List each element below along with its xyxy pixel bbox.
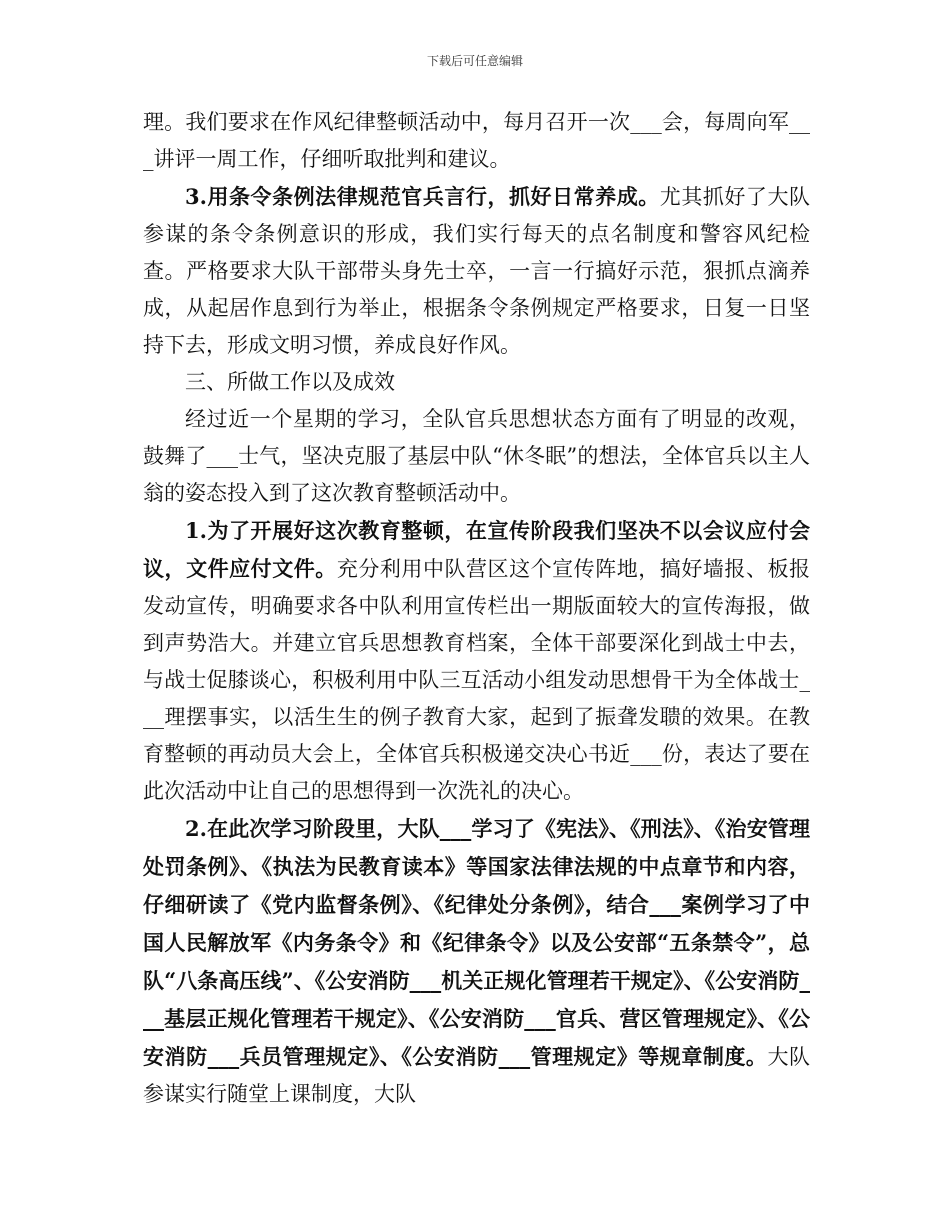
paragraph-text: 经过近一个星期的学习，全队官兵思想状态方面有了明显的改观，鼓舞了___士气，坚决克服了基层中队“休冬眠”的想法，全体官兵以主人翁的姿态投入到了这次教育整顿活动中。 xyxy=(143,407,810,505)
paragraph-text: 理。我们要求在作风纪律整顿活动中，每月召开一次___会，每周向军___讲评一周工作，仔细听取批判和建议。 xyxy=(143,110,810,171)
paragraph-lead: 1.为了开展好这次教育整顿，在宣传阶段我们坚决不以会议应付会议，文件应付文件。 xyxy=(143,518,810,581)
paragraph-lead: 2.在此次学习阶段里，大队___学习了《宪法》、《刑法》、《治安管理处罚条例》、《执法为民教育读本》等国家法律法规的中点章节和内容，仔细研读了《党内监督条例》、《纪律处分条例》，结合___案例学习了中国人民解放军《内务条令》和《纪律条令》以及公安部“五条禁令”，总队“八条高压线”、《公安消防___机关正规化管理若干规定》、《公安消防___基层正规化管理若干规定》、《公安消防___官兵、营区管理规定》、《公安消防___兵员管理规定》、《公安消防___管理规定》等规章制度。 xyxy=(143,816,810,1069)
paragraph-item-3 xyxy=(143,178,810,364)
paragraph-item-1 xyxy=(143,512,810,810)
paragraph-text: 尤其抓好了大队参谋的条令条例意识的形成，我们实行每天的点名制度和警容风纪检查。严格要求大队干部带头身先士卒，一言一行搞好示范，狠抓点滴养成，从起居作息到行为举止，根据条令条例规定严格要求，日复一日坚持下去，形成文明习惯，养成良好作风。 xyxy=(143,185,811,357)
paragraph-summary xyxy=(143,401,810,512)
paragraph-text: 充分利用中队营区这个宣传阵地，搞好墙报、板报发动宣传，明确要求各中队利用宣传栏出一期版面较大的宣传海报，做到声势浩大。并建立官兵思想教育档案，全体干部要深化到战士中去，与战士促膝谈心，积极利用中队三互活动小组发动思想骨干为全体战士___理摆事实，以活生生的例子教育大家，起到了振聋发聩的效果。在教育整顿的再动员大会上，全体官兵积极递交决心书近___份，表达了要在此次活动中让自己的思想得到一次洗礼的决心。 xyxy=(143,557,811,803)
section-heading xyxy=(143,364,810,401)
paragraph-text: 大队参谋实行随堂上课制度，大队 xyxy=(143,1045,811,1106)
document-body xyxy=(143,104,810,1113)
page-header: 下载后可任意编辑 xyxy=(426,54,523,68)
section-heading-text: 三、所做工作以及成效 xyxy=(185,370,395,394)
paragraph-lead: 3.用条令条例法律规范官兵言行，抓好日常养成。 xyxy=(185,184,660,209)
paragraph-item-2 xyxy=(143,810,810,1113)
paragraph-continuation xyxy=(143,104,810,178)
